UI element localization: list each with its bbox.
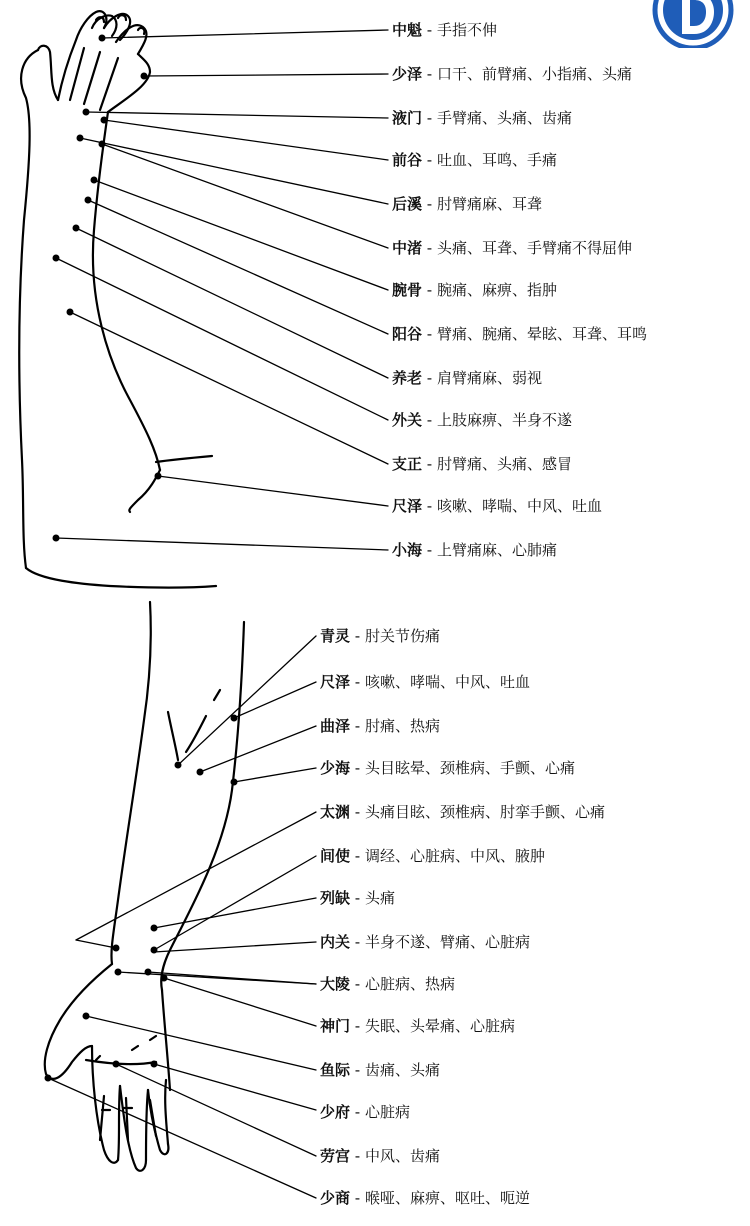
- acupoint-desc: 心脏病: [364, 1103, 410, 1121]
- acupoint-label: 前谷 - 吐血、耳鸣、手痛: [392, 151, 557, 169]
- acupoint-label: 青灵 - 肘关节伤痛: [320, 627, 440, 645]
- acupoint-name: 间使: [320, 847, 351, 865]
- acupoint-name: 列缺: [320, 889, 351, 907]
- acupoint-desc: 臂痛、腕痛、晕眩、耳聋、耳鸣: [436, 325, 647, 343]
- acupoint-name: 少泽: [392, 65, 423, 83]
- acupoint-label: 尺泽 - 咳嗽、哮喘、中风、吐血: [320, 673, 530, 691]
- acupoint-desc: 手臂痛、头痛、齿痛: [436, 109, 572, 127]
- acupoint-name: 腕骨: [392, 281, 423, 299]
- acupoint-label: 中魁 - 手指不伸: [392, 21, 497, 39]
- acupoint-desc: 咳嗽、哮喘、中风、吐血: [364, 673, 530, 691]
- acupoint-label: 内关 - 半身不遂、臂痛、心脏病: [320, 933, 530, 951]
- acupoint-label: 小海 - 上臂痛麻、心肺痛: [392, 541, 557, 559]
- acupoint-name: 后溪: [392, 195, 423, 213]
- acupoint-name: 养老: [392, 369, 423, 387]
- acupoint-name: 青灵: [320, 627, 351, 645]
- acupoint-desc: 手指不伸: [436, 21, 497, 39]
- acupoint-name: 内关: [320, 933, 351, 951]
- acupoint-desc: 腕痛、麻痹、指肿: [436, 281, 557, 299]
- acupoint-dots: [45, 35, 238, 1082]
- acupoint-label: 少商 - 喉哑、麻痹、呕吐、呃逆: [320, 1189, 530, 1207]
- acupoint-name: 劳宫: [320, 1147, 351, 1165]
- acupoint-label: 养老 - 肩臂痛麻、弱视: [392, 369, 542, 387]
- acupoint-desc: 心脏病、热病: [364, 975, 455, 993]
- acupoint-desc: 咳嗽、哮喘、中风、吐血: [436, 497, 602, 515]
- acupoint-name: 神门: [320, 1017, 351, 1035]
- acupoint-label: 曲泽 - 肘痛、热病: [320, 717, 440, 735]
- acupoint-name: 少商: [320, 1189, 351, 1207]
- acupoint-label: 尺泽 - 咳嗽、哮喘、中风、吐血: [392, 497, 602, 515]
- acupoint-desc: 肩臂痛麻、弱视: [436, 369, 542, 387]
- acupoint-label: 少泽 - 口干、前臂痛、小指痛、头痛: [392, 65, 632, 83]
- acupoint-name: 外关: [392, 411, 423, 429]
- acupoint-desc: 头痛目眩、颈椎病、肘挛手颤、心痛: [364, 803, 605, 821]
- acupoint-name: 少海: [320, 759, 351, 777]
- acupoint-desc: 肘痛、热病: [364, 717, 440, 735]
- upper-leader-lines: [56, 30, 388, 550]
- acupoint-label: 劳宫 - 中风、齿痛: [320, 1147, 440, 1165]
- acupoint-desc: 齿痛、头痛: [364, 1061, 440, 1079]
- acupoint-label: 支正 - 肘臂痛、头痛、感冒: [392, 455, 572, 473]
- acupoint-desc: 肘关节伤痛: [364, 627, 440, 645]
- acupoint-label: 列缺 - 头痛: [320, 889, 395, 907]
- acupoint-label: 液门 - 手臂痛、头痛、齿痛: [392, 109, 572, 127]
- acupoint-desc: 口干、前臂痛、小指痛、头痛: [436, 65, 632, 83]
- acupoint-label: 后溪 - 肘臂痛麻、耳聋: [392, 195, 542, 213]
- lower-arm-outline: [45, 602, 244, 1171]
- lower-leader-lines: [48, 636, 316, 1198]
- acupoint-desc: 上臂痛麻、心肺痛: [436, 541, 557, 559]
- acupoint-name: 大陵: [320, 975, 351, 993]
- acupoint-name: 太渊: [320, 803, 351, 821]
- acupoint-label: 间使 - 调经、心脏病、中风、腋肿: [320, 847, 545, 865]
- acupoint-desc: 头痛、耳聋、手臂痛不得屈伸: [436, 239, 632, 257]
- acupoint-name: 前谷: [392, 151, 423, 169]
- acupoint-desc: 调经、心脏病、中风、腋肿: [364, 847, 545, 865]
- acupoint-label: 中渚 - 头痛、耳聋、手臂痛不得屈伸: [392, 239, 632, 257]
- acupoint-desc: 半身不遂、臂痛、心脏病: [364, 933, 530, 951]
- acupoint-desc: 失眠、头晕痛、心脏病: [364, 1017, 515, 1035]
- acupoint-name: 中渚: [392, 239, 423, 257]
- acupoint-desc: 头目眩晕、颈椎病、手颤、心痛: [364, 759, 575, 777]
- acupoint-desc: 肘臂痛麻、耳聋: [436, 195, 542, 213]
- acupoint-name: 曲泽: [320, 717, 351, 735]
- acupoint-desc: 喉哑、麻痹、呕吐、呃逆: [364, 1189, 530, 1207]
- acupoint-label: 少海 - 头目眩晕、颈椎病、手颤、心痛: [320, 759, 575, 777]
- acupoint-label: 大陵 - 心脏病、热病: [320, 975, 455, 993]
- upper-arm-outline: [19, 11, 216, 587]
- acupoint-name: 鱼际: [320, 1061, 351, 1079]
- acupoint-name: 中魁: [392, 21, 423, 39]
- acupoint-name: 尺泽: [320, 673, 351, 691]
- acupoint-name: 小海: [392, 541, 423, 559]
- acupoint-label: 少府 - 心脏病: [320, 1103, 410, 1121]
- acupoint-desc: 上肢麻痹、半身不遂: [436, 411, 572, 429]
- acupoint-desc: 肘臂痛、头痛、感冒: [436, 455, 572, 473]
- blue-circle-d-logo-icon: [652, 0, 734, 48]
- acupoint-label: 鱼际 - 齿痛、头痛: [320, 1061, 440, 1079]
- acupoint-label: 阳谷 - 臂痛、腕痛、晕眩、耳聋、耳鸣: [392, 325, 647, 343]
- acupoint-name: 少府: [320, 1103, 351, 1121]
- acupoint-name: 液门: [392, 109, 423, 127]
- acupoint-desc: 吐血、耳鸣、手痛: [436, 151, 557, 169]
- acupoint-name: 支正: [392, 455, 423, 473]
- acupoint-name: 尺泽: [392, 497, 423, 515]
- acupoint-label: 腕骨 - 腕痛、麻痹、指肿: [392, 281, 557, 299]
- acupoint-desc: 头痛: [364, 889, 395, 907]
- acupoint-name: 阳谷: [392, 325, 423, 343]
- acupoint-label: 外关 - 上肢麻痹、半身不遂: [392, 411, 572, 429]
- acupoint-desc: 中风、齿痛: [364, 1147, 440, 1165]
- acupoint-label: 神门 - 失眠、头晕痛、心脏病: [320, 1017, 515, 1035]
- acupoint-label: 太渊 - 头痛目眩、颈椎病、肘挛手颤、心痛: [320, 803, 605, 821]
